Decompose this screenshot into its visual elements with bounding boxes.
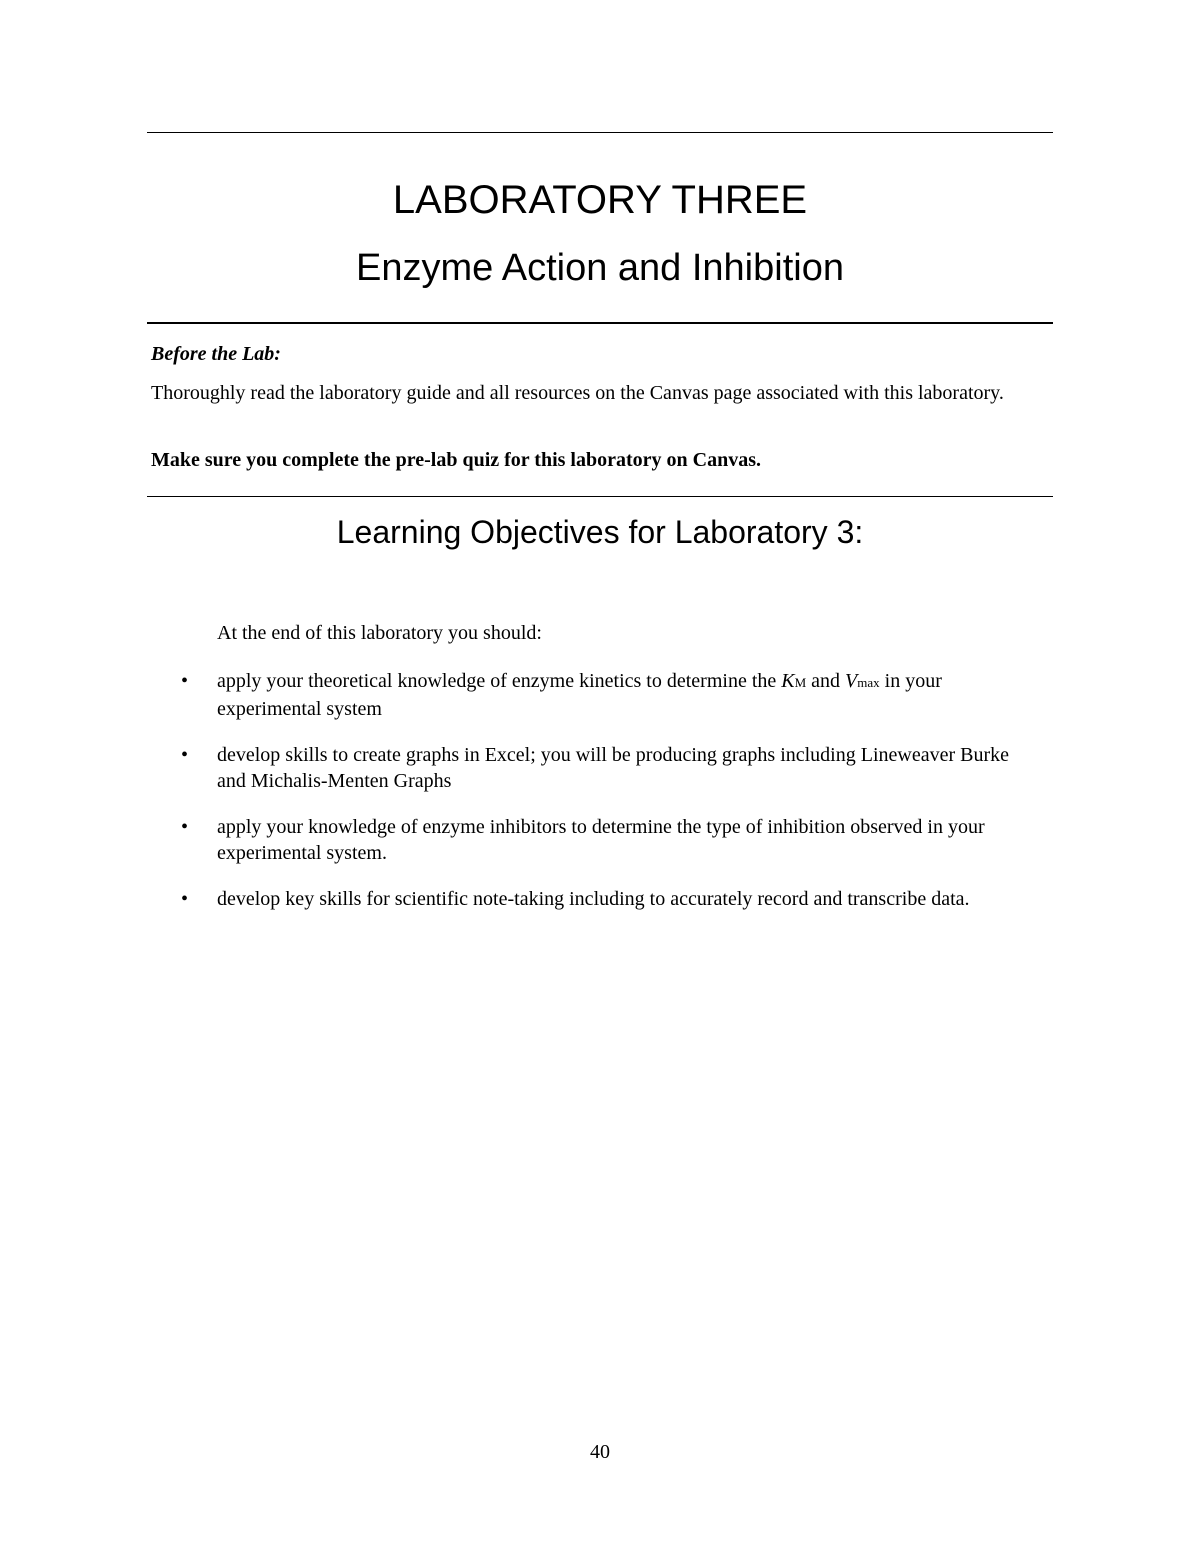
pre-lab-quiz-reminder: Make sure you complete the pre-lab quiz for this laboratory on Canvas. [151, 449, 761, 471]
objective-text: apply your theoretical knowledge of enzyme kinetics to determine the [217, 670, 782, 692]
header-divider [147, 322, 1053, 324]
before-lab-instruction: Thoroughly read the laboratory guide and all resources on the Canvas page associated with this laboratory. [151, 382, 1004, 404]
page-number: 40 [590, 1441, 610, 1463]
objective-text: develop skills to create graphs in Excel; you will be producing graphs including Lineweaver Burke and Michalis-Menten Graphs [217, 744, 1010, 792]
bullet-icon: • [181, 888, 189, 910]
objective-text: apply your knowledge of enzyme inhibitors to determine the type of inhibition observed in your experimental system. [217, 816, 985, 864]
lab-number-heading: LABORATORY THREE [392, 178, 808, 222]
km-subscript: M [794, 675, 807, 690]
objective-inhibitors [0, 814, 1037, 866]
top-divider [147, 132, 1053, 133]
objective-text: develop key skills for scientific note-taking including to accurately record and transcribe data. [217, 888, 970, 910]
vmax-symbol: V [845, 670, 858, 692]
vmax-subscript: max [857, 675, 880, 690]
km-symbol: K [781, 670, 795, 692]
bullet-icon: • [181, 816, 189, 838]
before-lab-heading: Before the Lab: [151, 343, 281, 365]
learning-objectives-heading: Learning Objectives for Laboratory 3: [336, 514, 864, 550]
lab-title-heading: Enzyme Action and Inhibition [356, 247, 844, 289]
objectives-list [0, 668, 1200, 932]
objective-kinetics [0, 668, 1037, 722]
objective-text: and [806, 670, 846, 692]
objective-text: in your experimental system [217, 670, 942, 720]
bullet-icon: • [181, 744, 189, 766]
objective-note-taking [0, 886, 1037, 912]
objectives-intro: At the end of this laboratory you should: [217, 622, 542, 644]
objective-graphs [0, 742, 1037, 794]
bullet-icon: • [181, 670, 189, 692]
section-divider [147, 496, 1053, 497]
